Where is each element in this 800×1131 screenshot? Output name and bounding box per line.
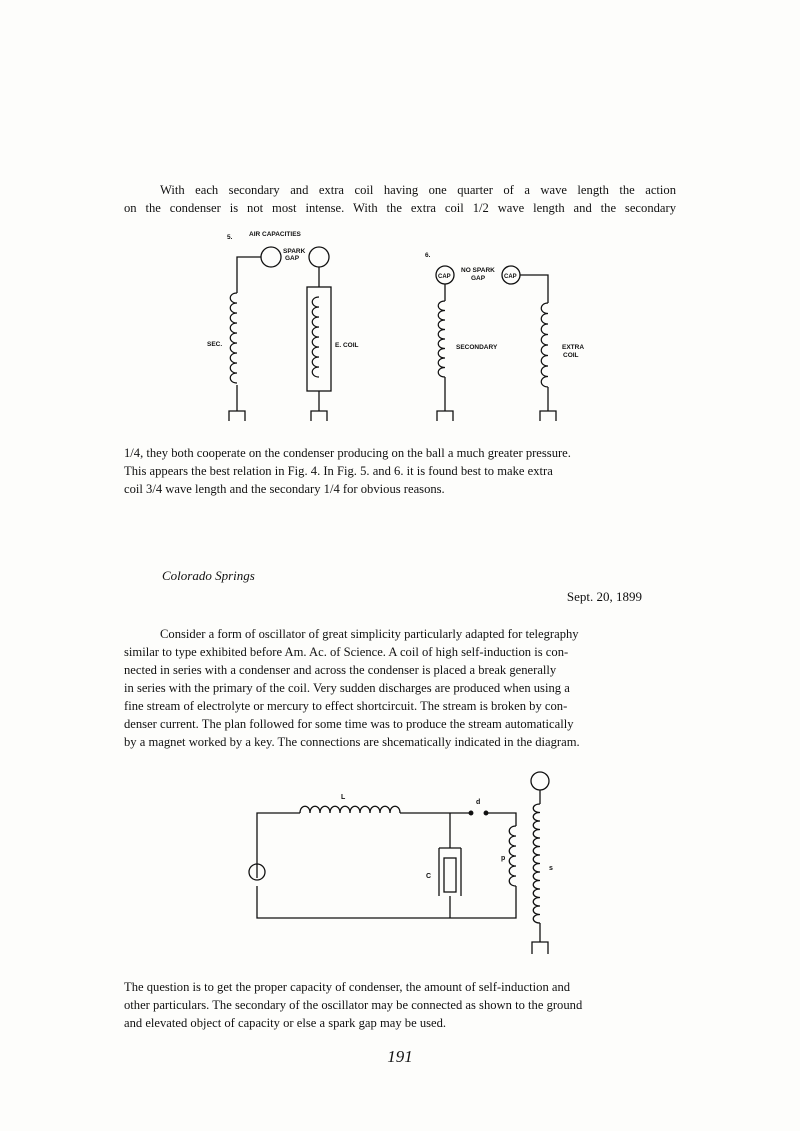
fig5-air-capacities-label: AIR CAPACITIES	[249, 231, 301, 238]
coil-loops	[230, 293, 548, 387]
osc-label-p: p	[501, 855, 506, 862]
fig6-no-spark-label: NO SPARK	[461, 267, 495, 274]
osc-label-s: s	[549, 865, 553, 872]
intro-paragraph	[124, 181, 676, 217]
fig6-secondary-label: SECONDARY	[456, 344, 498, 351]
fig5-spark-label: SPARK	[283, 248, 306, 255]
entry-line-4: in series with the primary of the coil. Very sudden discharges are produced when using a	[124, 681, 570, 695]
entry-line-3: nected in series with a condenser and across the condenser is placed a break generally	[124, 663, 557, 677]
closing-line-1: The question is to get the proper capacity of condenser, the amount of self-induction and	[124, 980, 571, 994]
osc-label-L: L	[341, 794, 346, 801]
entry-line-7: by a magnet worked by a key. The connections are shcematically indicated in the diagram.	[124, 735, 580, 749]
intro-line-1: With each secondary and extra coil having one quarter of a wave length the action	[160, 183, 676, 197]
fig5-number: 5.	[227, 234, 233, 241]
entry-line-6: denser current. The plan followed for some time was to produce the stream automatically	[124, 717, 574, 731]
fig6-gap-label: GAP	[471, 275, 486, 282]
fig5-gap-label: GAP	[285, 255, 300, 262]
fig6-extra-label: EXTRA	[562, 344, 585, 351]
intro-line-2: on the condenser is not most intense. With the extra coil 1/2 wave length and the secondary	[124, 201, 676, 215]
entry-place: Colorado Springs	[162, 568, 255, 583]
page-number: 191	[387, 1047, 413, 1066]
fig6-cap-left-label: CAP	[438, 274, 451, 280]
fig6-cap-right-label: CAP	[504, 274, 517, 280]
oscillator-diagram	[240, 768, 570, 960]
after-figure-paragraph	[124, 444, 676, 498]
after-fig-line-3: coil 3/4 wave length and the secondary 1/4 for obvious reasons.	[124, 482, 445, 496]
osc-label-d: d	[476, 799, 481, 806]
closing-line-3: and elevated object of capacity or else a spark gap may be used.	[124, 1016, 447, 1030]
closing-line-2: other particulars. The secondary of the oscillator may be connected as shown to the ground	[124, 998, 583, 1012]
after-fig-line-2: This appears the best relation in Fig. 4. In Fig. 5. and 6. it is found best to make extra	[124, 464, 553, 478]
fig6-number: 6.	[425, 252, 431, 259]
entry-line-2: similar to type exhibited before Am. Ac. of Science. A coil of high self-induction is con-	[124, 645, 569, 659]
closing-paragraph	[124, 978, 676, 1032]
after-fig-line-1: 1/4, they both cooperate on the condenser producing on the ball a much greater pressure.	[124, 446, 571, 460]
fig5-ecoil-label: E. COIL	[335, 342, 359, 349]
entry-paragraph	[124, 625, 676, 751]
entry-line-1: Consider a form of oscillator of great simplicity particularly adapted for telegraphy	[160, 627, 579, 641]
figures-5-6	[195, 225, 615, 430]
entry-line-5: fine stream of electrolyte or mercury to effect shortcircuit. The stream is broken by con-	[124, 699, 568, 713]
entry-date: Sept. 20, 1899	[566, 589, 642, 604]
osc-label-C: C	[426, 873, 432, 880]
fig5-sec-label: SEC.	[207, 341, 223, 348]
fig6-coil-label: COIL	[563, 352, 579, 359]
